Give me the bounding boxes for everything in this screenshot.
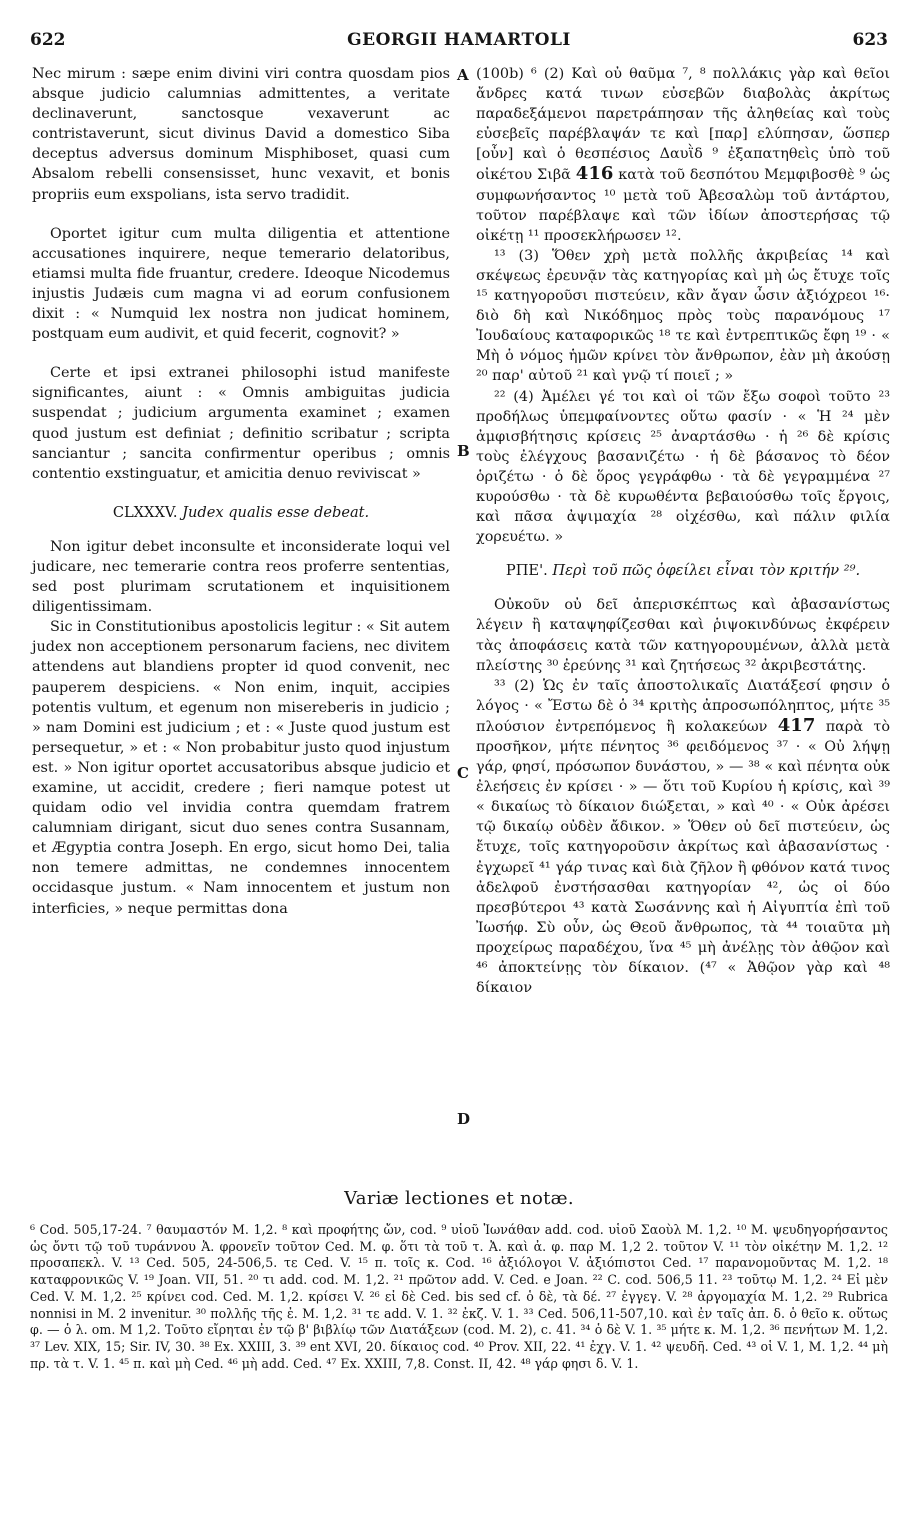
page-header [30, 30, 888, 60]
page-number-right: 623 [852, 30, 888, 50]
margin-letter-b: B [457, 442, 470, 460]
greek-paragraph-5-text-b: παρὰ τὸ προσῆκον, μήτε πένητος ³⁶ φειδόμενος ³⁷ · « Οὐ λήψῃ γάρ, φησί, πρόσωπον δυνάστου, » — ³⁸ « καὶ πένητα οὐκ ἐλεήσεις ἐν κρίσει · » — ὅτι τοῦ Κυρίου ἡ κρίσις, καὶ ³⁹ « δικαίως τὸ δίκαιον διώξεται, » καὶ ⁴⁰ · « Οὐκ ἀρέσει τῷ δικαίῳ οὐδὲν ἄδικον. » Ὅθεν οὐ δεῖ πιστεύειν, ὡς ἔτυχε, τοῖς κατηγοροῦσιν ἀκρίτως καὶ ἀβασανίστως · ἐγχωρεῖ ⁴¹ γάρ τινας καὶ διὰ ζῆλον ἢ φθόνον κατά τινος ἀδελφοῦ ἐνστήσασθαι κατηγορίαν ⁴², ὡς οἱ δύο πρεσβύτεροι ⁴³ κατὰ Σωσάννης καὶ ἡ Αἰγυπτία ἐπὶ τοῦ Ἰωσήφ. Σὺ οὖν, ὡς Θεοῦ ἄνθρωπος, τὰ ⁴⁴ τοιαῦτα μὴ προχείρως παραδέχου, ἵνα ⁴⁵ μὴ ἀνέλῃς τὸν ἀθῷον καὶ ⁴⁶ ἀποκτείνῃς τὸν δίκαιον. (⁴⁷ « Ἀθῷον γὰρ καὶ ⁴⁸ δίκαιον [476, 718, 891, 997]
latin-chapter-heading [32, 503, 450, 523]
greek-paragraph-4: Οὐκοῦν οὐ δεῖ ἀπερισκέπτως καὶ ἀβασανίστως λέγειν ἢ καταψηφίζεσθαι καὶ ῥιψοκινδύνως ἐκφέρειν τὰς ἀποφάσεις κατὰ τῶν κατηγορουμένων, ἀλλὰ μετὰ πλείστης ³⁰ ἐρεύνης ³¹ καὶ ζητήσεως ³² ἀκριβεστάτης. [476, 597, 890, 674]
running-title: GEORGII HAMARTOLI [347, 30, 571, 50]
latin-column [32, 64, 450, 919]
margin-letter-c: C [457, 764, 469, 782]
apparatus-notes [30, 1222, 888, 1372]
greek-paragraph-1 [476, 64, 890, 246]
latin-paragraph-4: Non igitur debet inconsulte et inconsiderate loqui vel judicare, nec temerarie contra reos proferre sententias, sed post plurimam scrutationem et inquisitionem diligentissimam. [32, 538, 450, 616]
latin-chapter-number: CLXXXV. [112, 503, 178, 521]
greek-paragraph-3: ²² (4) Ἀμέλει γέ τοι καὶ οἱ τῶν ἔξω σοφοὶ τοῦτο ²³ προδήλως ὑπεμφαίνοντες οὕτω φασίν · « Ἡ ²⁴ μὲν ἀμφισβήτησις κρίσεις ²⁵ ἀναρτάσθω · ἡ ²⁶ δὲ κρίσις τοὺς ἐλέγχους βασανιζέτω · ἡ δὲ βάσανος τὸ δέον ὁριζέτω · ὁ δὲ ὅρος γεγράφθω · τὰ δὲ γεγραμμένα ²⁷ κυρούσθω · τὰ δὲ κυρωθέντα βεβαιούσθω τοῖς ἔργοις, καὶ πᾶσα ἀψιμαχία ²⁸ οἰχέσθω, καὶ πάλιν φιλία χορευέτω. » [476, 388, 890, 546]
greek-chapter-heading [476, 561, 890, 581]
greek-column [476, 64, 890, 998]
latin-paragraph-5: Sic in Constitutionibus apostolicis legitur : « Sit autem judex non acceptionem personarum faciens, nec divitem attendens aut blandiens propter id quod convenit, nec pauperem despiciens. « Non enim, inquit, accipies potentis vultum, et egenum non misereberis in judicio ; » nam Domini est judicium ; et : « Juste quod justum est persequetur, » et : « Non probabitur justo quod injustum est. » Non igitur oportet accusatoribus absque judicio et examine, ut accidit, credere ; fieri namque potest ut quidam odio vel invidia contra quemdam fratrem calumniam dirigant, sicut duo senes contra Susannam, et Ægyptia contra Joseph. En ergo, sicut homo Dei, talia non temere admittas, ne condemnes innocentem occidasque justum. « Nam innocentem et justum non interficies, » neque permittas dona [32, 619, 450, 917]
greek-paragraph-2: ¹³ (3) Ὅθεν χρὴ μετὰ πολλῆς ἀκριβείας ¹⁴ καὶ σκέψεως ἐρευνᾷν τὰς κατηγορίας καὶ μὴ ὡς ἔτυχε τοῖς ¹⁵ κατηγοροῦσι πιστεύειν, κἂν ἄγαν ὦσιν ἀξιόχρεοι ¹⁶· διὸ δὴ καὶ Νικόδημος πρὸς τοὺς παρανόμους ¹⁷ Ἰουδαίους καταφορικῶς ¹⁸ τε καὶ ἐντρεπτικῶς ἔφη ¹⁹ · « Μὴ ὁ νόμος ἡμῶν κρίνει τὸν ἄνθρωπον, ἐὰν μὴ ἀκούσῃ ²⁰ παρ' αὐτοῦ ²¹ καὶ γνῷ τί ποιεῖ ; » [476, 247, 890, 385]
latin-paragraph-1: Nec mirum : sæpe enim divini viri contra quosdam pios absque judicio calumnias admittentes, a veritate declinaverunt, sanctosque vexaverunt ac contristaverunt, sicut divinus David a domestico Siba deceptus adversus dominum Misphiboset, quasi cum Absalom rebelli consensisset, hunc vexavit, et bonis propriis eum exspolians, ista servo tradidit. [32, 66, 450, 203]
migne-column-number-416: 416 [575, 163, 614, 185]
page-number-left: 622 [30, 30, 66, 50]
latin-chapter-title: Judex qualis esse debeat. [182, 503, 370, 521]
latin-paragraph-3: Certe et ipsi extranei philosophi istud manifeste significantes, aiunt : « Omnis ambiguitas judicia suspendat ; judicium argumenta examinet ; examen quod justum est definiat ; definitio scribatur ; scripta sanciantur ; sancita confirmentur operibus ; omnis contentio exstinguatur, et amicitia denuo reviviscat » [32, 365, 450, 482]
greek-chapter-title: Περὶ τοῦ πῶς ὀφείλει εἶναι τὸν κριτήν ²⁹. [552, 562, 861, 580]
latin-paragraph-2: Oportet igitur cum multa diligentia et attentione accusationes inquirere, neque temerario delatoribus, etiamsi multa fide fruantur, credere. Ideoque Nicodemus injustis Judæis cum magna vi ad eorum confusionem dixit : « Numquid lex nostra non judicat hominem, postquam eum audivit, et quid fecerit, cognovit? » [32, 225, 450, 343]
greek-paragraph-5 [476, 676, 890, 999]
migne-column-number-417: 417 [777, 714, 816, 736]
margin-letter-a: A [457, 66, 469, 84]
notes-heading: Variæ lectiones et notæ. [344, 1188, 574, 1209]
greek-paragraph-5-text-a: ³³ (2) Ὡς ἐν ταῖς ἀποστολικαῖς Διατάξεσί φησιν ὁ λόγος · « Ἔστω δὲ ὁ ³⁴ κριτὴς ἀπροσωπόληπτος, μήτε ³⁵ πλούσιον ἐντρεπόμενος ἢ κολακεύων [476, 677, 890, 735]
greek-chapter-number: ΡΠΕ'. [505, 562, 548, 580]
margin-letter-d: D [457, 1110, 471, 1128]
greek-paragraph-1-text-a: (100b) ⁶ (2) Καὶ οὐ θαῦμα ⁷, ⁸ πολλάκις γὰρ καὶ θεῖοι ἄνδρες κατά τινων εὐσεβῶν διαβολὰς ἀκρίτως παραδεξάμενοι παρετράπησαν τῆς ἀληθείας καὶ τοὺς εὐσεβεῖς παρέβλαψάν τε καὶ [παρ] ελύπησαν, ὥσπερ [οὖν] καὶ ὁ θεσπέσιος Δαυῒδ ⁹ ἐξαπατηθεὶς ὑπὸ τοῦ οἰκέτου Σιβᾶ [476, 66, 890, 184]
greek-paragraph-1-text-b: κατὰ τοῦ δεσπότου Μεμφιβοσθὲ ⁹ ὡς συμφωνήσαντος ¹⁰ μετὰ τοῦ Ἀβεσαλὼμ τοῦ ἀντάρτου, τοῦτον παρέβλαψε καὶ τῶν ἰδίων ἀποστερήσας τῷ οἰκέτῃ ¹¹ προσεκλήρωσεν ¹². [476, 167, 891, 244]
notes-text: ⁶ Cod. 505,17-24. ⁷ θαυμαστόν M. 1,2. ⁸ καὶ προφήτης ὤν, cod. ⁹ υἱοῦ Ἰωνάθαν add. cod. υἱοῦ Σαοὺλ M. 1,2. ¹⁰ M. ψευδηγορήσαντος ὡς ὄντι τῷ τοῦ τυράννου Ἀ. φρονεῖν τοῦτον Ced. M. φ. ὅτι τὰ τοῦ τ. Ἀ. καὶ ἀ. φ. παρ M. 1,2 2. τοῦτον V. ¹¹ τὸν οἰκέτην M. 1,2. ¹² προσαπεκλ. V. ¹³ Ced. 505, 24-506,5. τε Ced. V. ¹⁵ π. τοῖς κ. Cod. ¹⁶ ἀξιόλογοι V. ἀξιόπιστοι Ced. ¹⁷ παρανομοῦντας M. 1,2. ¹⁸ καταφρονικῶς V. ¹⁹ Joan. VII, 51. ²⁰ τι add. cod. M. 1,2. ²¹ πρῶτον add. V. Ced. e Joan. ²² C. cod. 506,5 11. ²³ τοῦτῳ M. 1,2. ²⁴ Εἰ μὲν Ced. V. M. 1,2. ²⁵ κρίνει cod. Ced. M. 1,2. κρίσει V. ²⁶ εἰ δὲ Ced. bis sed cf. ὁ δὲ, τὰ δέ. ²⁷ ἐγγεγ. V. ²⁸ ἀργομαχία M. 1,2. ²⁹ Rubrica nonnisi in M. 2 invenitur. ³⁰ πολλῆς τῆς ἐ. M. 1,2. ³¹ τε add. V. 1. ³² ἐκζ. V. 1. ³³ Ced. 506,11-507,10. καὶ ἐν ταῖς ἀπ. δ. ὁ θεῖο κ. οὕτως φ. — ὁ λ. om. M 1,2. Τοῦτο εἴρηται ἐν τῷ β' βιβλίῳ τῶν Διατάξεων (cod. M. 2), c. 41. ³⁴ ὁ δὲ V. 1. ³⁵ μήτε κ. M. 1,2. ³⁶ πενήτων M. 1,2. ³⁷ Lev. XIX, 15; Sir. IV, 30. ³⁸ Ex. XXIII, 3. ³⁹ ent XVI, 20. δίκαιος cod. ⁴⁰ Prov. XII, 22. ⁴¹ ἐχγ. V. 1. ⁴² ψευδῆ. Ced. ⁴³ οἱ V. 1, M. 1,2. ⁴⁴ μὴ πρ. τὰ τ. V. 1. ⁴⁵ π. καὶ μὴ Ced. ⁴⁶ μὴ add. Ced. ⁴⁷ Ex. XXIII, 7,8. Const. II, 42. ⁴⁸ γάρ φησι δ. V. 1. [30, 1222, 888, 1371]
